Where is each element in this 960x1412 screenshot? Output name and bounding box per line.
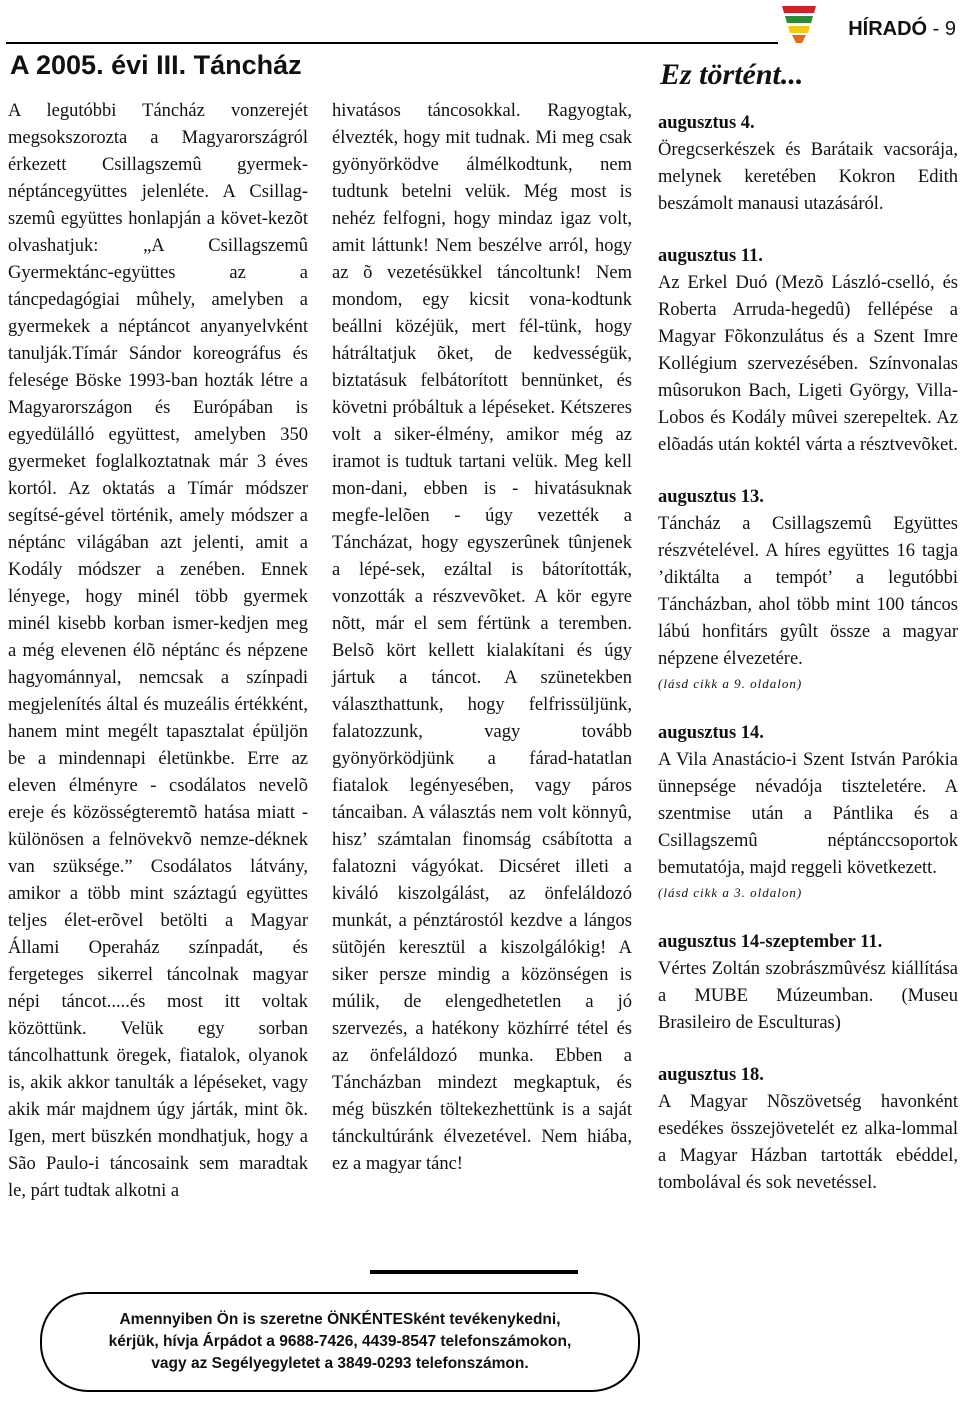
event-item <box>658 484 958 695</box>
article-end-rule <box>370 1270 578 1274</box>
event-date: augusztus 13. <box>658 487 764 507</box>
event-item <box>658 929 958 1037</box>
event-description: Öregcserkészek és Barátaik vacsorája, melynek keretében Kokron Edith beszámolt manausi utazásáról. <box>658 140 958 214</box>
event-date: augusztus 18. <box>658 1065 764 1085</box>
event-description: A Vila Anastácio-i Szent István Parókia ünnepsége névadója tiszteletére. A szentmise után a Pántlika és a Csillagszemû néptánccsoportok bemutatója, majd reggeli következett. <box>658 750 958 878</box>
event-note: (lásd cikk a 3. oldalon) <box>658 885 803 900</box>
page-number: - 9 <box>932 18 956 40</box>
event-date: augusztus 14-szeptember 11. <box>658 932 883 952</box>
notice-line-2: kérjük, hívja Árpádot a 9688-7426, 4439-8547 telefonszámokon, <box>108 1333 572 1350</box>
article-title: A 2005. évi III. Táncház <box>10 50 302 80</box>
page-header <box>848 18 956 41</box>
event-date: augusztus 11. <box>658 246 763 266</box>
article-text-col1: A legutóbbi Táncház vonzerejét megsokszorozta a Magyarországról érkezett Csillagszemû gyermek-néptáncegyüttes jelenléte. A Csillag-szemû együttes honlapján a követ-kezõt olvashatjuk: „A Csillagszemû Gyermektánc-együttes az a táncpedagógiai mûhely, amelyben a gyermekek a néptáncot anyanyelvként tanulják.Tímár Sándor koreográfus és felesége Böske 1993-ban hozták létre a Magyarországon és Európában is egyedülálló együttest, amelyben 350 gyermeket foglalkoztatnak már 3 éves kortól. Az oktatás a Tímár módszer segítsé-gével történik, amely módszer a néptánc világában azt jelenti, amit a Kodály módszer a zenében. Ennek lényege, hogy minél több gyermek minél kisebb korban ismer-kedjen meg a még elevenen élõ néptánc és népzene hagyománnyal, nemcsak a színpadi megjelenítés által és muzeális értékként, hanem mint megélt tapasztalat épüljön be a mindennapi életünkbe. Erre az eleven élményre - csodálatos nevelõ ereje és közösségteremtõ hatása miatt - különösen a felnövekvõ nemze-déknek van szüksége.” Csodálatos látvány, amikor a több mint száztagú együttes teljes élet-erõvel betölti a Magyar Állami Operaház színpadát, és fergeteges sikerrel táncolnak magyar népi táncot.....és most itt voltak közöttünk. Velük egy sorban táncolhattunk öregek, fiatalok, olyanok is, akik akkor tanulták a lépéseket, vagy akik már majdnem úgy járták, mint õk. Igen, mert büszkén mondhatjuk, hogy a São Paulo-i táncosaink sem maradtak le, párt tudtak alkotni a <box>8 101 308 1201</box>
event-item <box>658 110 958 218</box>
event-description: Az Erkel Duó (Mezõ László-cselló, és Roberta Arruda-hegedû) fellépése a Magyar Fõkonzulátus és a Szent Imre Kollégium szervezésében. Színvonalas mûsorukon Bach, Ligeti György, Villa-Lobos és Kodály mûvei szerepeltek. Az elõadás után koktél várta a résztvevõket. <box>658 273 958 455</box>
notice-line-1: Amennyiben Ön is szeretne ÖNKÉNTESként tevékenykedni, <box>119 1311 561 1328</box>
events-column <box>658 110 958 1222</box>
event-note: (lásd cikk a 9. oldalon) <box>658 676 803 691</box>
event-item <box>658 1062 958 1197</box>
newsletter-logo-icon <box>778 4 820 44</box>
volunteer-notice-box <box>40 1292 640 1392</box>
event-date: augusztus 4. <box>658 113 755 133</box>
events-section-title: Ez történt... <box>660 58 804 91</box>
notice-line-3: vagy az Segélyegyletet a 3849-0293 telefonszámon. <box>151 1355 529 1372</box>
header-rule <box>6 42 778 44</box>
article-column-2 <box>332 98 632 1178</box>
event-item <box>658 243 958 459</box>
article-text-col2: hivatásos táncosokkal. Ragyogtak, élvezték, hogy mit tudnak. Mi meg csak gyönyörködve álmélkodtunk, nem tudtunk betelni velük. Még most is nehéz felfogni, hogy mindaz igaz volt, amit láttunk! Nem beszélve arról, hogy az õ vezetésükkel táncoltunk! Nem mondom, egy kicsit vona-kodtunk beállni közéjük, mert fél-tünk, hogy hátráltatjuk õket, de kedvességük, biztatásuk felbátorított bennünket, és követni próbáltuk a lépéseket. Kétszeres volt a siker-élmény, amikor még az iramot is tudtuk tartani velük. Meg kell mon-dani, ebben is - hivatásuknak megfe-lelõen - úgy vezették a Táncházat, hogy egyszerûnek tûnjenek a lépé-sek, ezáltal is bátorították, vonzották a részvevõket. A kör egyre nõtt, már el sem fértünk a teremben. Belsõ kört kellett kialakítani és úgy jártuk a táncot. A szünetekben választhattunk, hogy felfrissüljünk, falatozzunk, vagy tovább gyönyörködjünk a fárad-hatatlan fiatalok legényesében, vagy páros táncaiban. A választás nem volt könnyû, hisz’ számtalan finomság csábította a falatozni vágyókat. Dicséret illeti a kiváló kiszolgálást, az önfeláldozó munkát, a pénztárostól kezdve a lángos sütõjén keresztül a kiszolgálókig! A siker persze mindig a közönségen is múlik, de elengedhetetlen a jó szervezés, a hatékony közhírré tétel és az önfeláldozó munka. Ebben a Táncházban mindezt megkaptuk, és még büszkén töltekezhettünk is a saját tánckultúránk élvezetével. Nem hiába, ez a magyar tánc! <box>332 101 632 1174</box>
event-description: A Magyar Nõszövetség havonként esedékes összejövetelét ez alka-lommal a Magyar Házban tartották ebéddel, tombolával és sok nevetéssel. <box>658 1092 958 1193</box>
event-item <box>658 720 958 904</box>
event-description: Táncház a Csillagszemû Együttes részvételével. A híres együttes 16 tagja ’diktálta a tempót’ a legutóbbi Táncházban, ahol több mint 100 táncos lábú honfitárs gyûlt össze a magyar népzene élvezetére. <box>658 514 958 669</box>
article-column-1 <box>8 98 308 1205</box>
event-date: augusztus 14. <box>658 723 764 743</box>
publication-name: HÍRADÓ <box>848 18 928 40</box>
event-description: Vértes Zoltán szobrászmûvész kiállítása a MUBE Múzeumban. (Museu Brasileiro de Esculturas) <box>658 959 958 1033</box>
